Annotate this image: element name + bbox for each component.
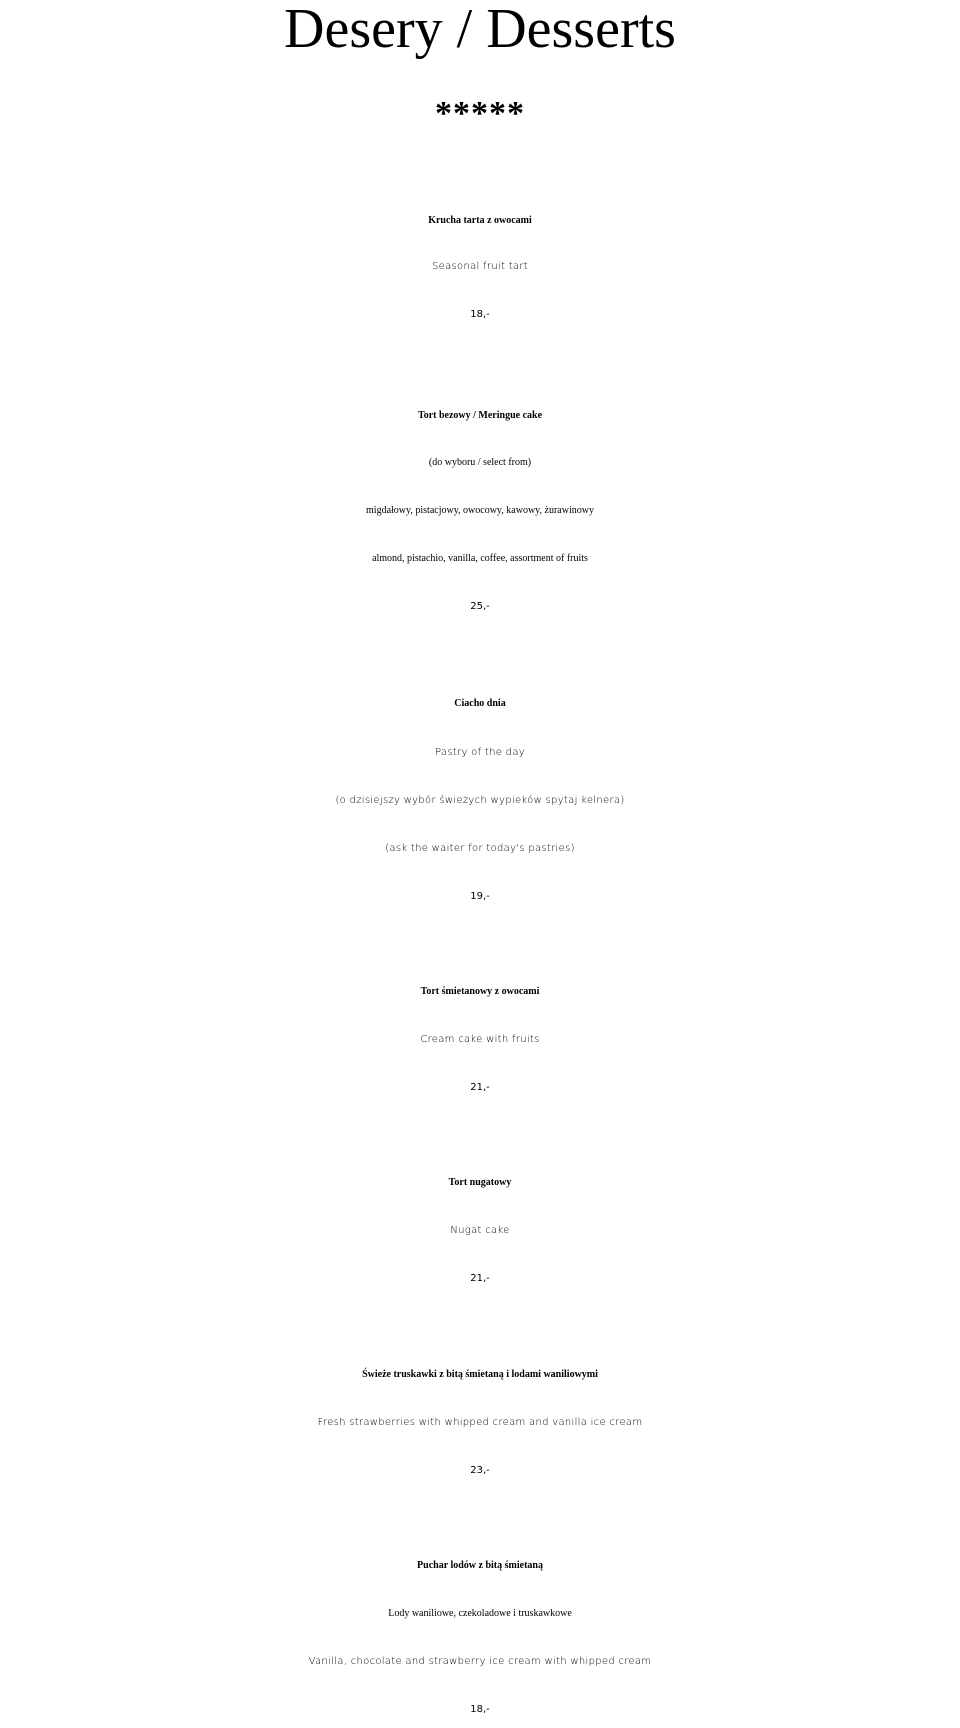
item-name-pastry-of-day: Ciacho dnia (454, 698, 506, 709)
item-desc-fruit-tart: Seasonal fruit tart (431, 261, 528, 272)
stars-separator: ***** (435, 95, 525, 132)
item-name-meringue-cake: Tort bezowy / Meringue cake (417, 410, 543, 421)
item-desc-pastry-en-note: (ask the waiter for today's pastries) (385, 843, 575, 854)
item-desc-nugat-cake: Nugat cake (450, 1225, 510, 1236)
item-price-fruit-tart: 18,- (470, 309, 490, 320)
item-name-fruit-tart: Krucha tarta z owocami (428, 215, 532, 226)
item-desc-strawberries: Fresh strawberries with whipped cream and vanilla ice cream (317, 1417, 643, 1428)
item-desc-meringue-pl: migdałowy, pistacjowy, owocowy, kawowy, żurawinowy (366, 505, 594, 516)
item-price-cream-cake: 21,- (470, 1082, 490, 1093)
item-desc-pastry-en: Pastry of the day (435, 747, 525, 758)
item-price-meringue-cake: 25,- (470, 601, 490, 612)
item-name-ice-cream-cup: Puchar lodów z bitą śmietaną (417, 1560, 543, 1571)
item-desc-ice-cream-en: Vanilla, chocolate and strawberry ice cream with whipped cream (308, 1656, 652, 1667)
item-desc-cream-cake: Cream cake with fruits (420, 1034, 540, 1045)
item-desc-meringue-select: (do wyboru / select from) (428, 457, 532, 468)
item-price-nugat-cake: 21,- (470, 1273, 490, 1284)
item-name-strawberries: Świeże truskawki z bitą śmietaną i lodami waniliowymi (362, 1369, 598, 1380)
page-title: Desery / Desserts (284, 0, 676, 60)
item-desc-meringue-en: almond, pistachio, vanilla, coffee, assortment of fruits (372, 553, 588, 564)
item-name-cream-cake: Tort śmietanowy z owocami (420, 986, 540, 997)
item-price-pastry-of-day: 19,- (470, 891, 490, 902)
item-desc-pastry-pl-note: (o dzisiejszy wybór świeżych wypieków spytaj kelnera) (335, 795, 625, 806)
item-name-nugat-cake: Tort nugatowy (448, 1177, 512, 1188)
item-price-ice-cream-cup: 18,- (470, 1704, 490, 1715)
item-price-strawberries: 23,- (470, 1465, 490, 1476)
item-desc-ice-cream-pl: Lody waniliowe, czekoladowe i truskawkowe (388, 1608, 572, 1619)
